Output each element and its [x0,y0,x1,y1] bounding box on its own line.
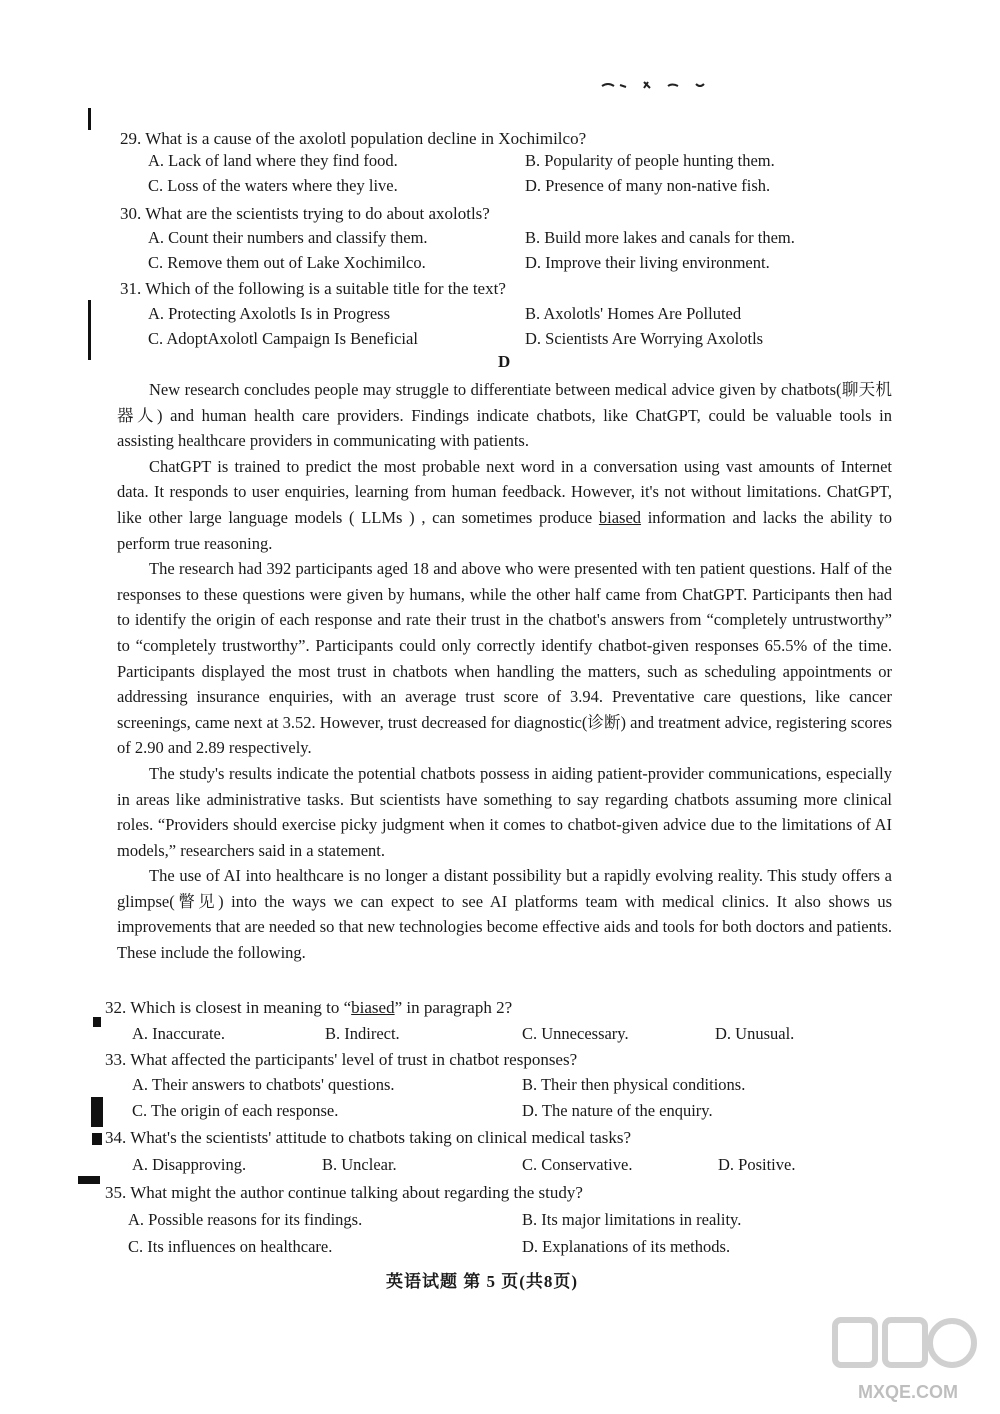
question-35-stem: 35. What might the author continue talking about regarding the study? [105,1183,583,1202]
underlined-word: biased [598,507,642,527]
watermark-text: MXQE.COM [858,1382,959,1402]
question-29-option-a: A. Lack of land where they find food. [148,151,398,170]
question-34-option-d: D. Positive. [718,1155,796,1174]
question-35-option-b: B. Its major limitations in reality. [522,1210,742,1229]
question-32-option-a: A. Inaccurate. [132,1024,225,1043]
question-33-option-a: A. Their answers to chatbots' questions. [132,1075,395,1094]
question-31-option-c: C. AdoptAxolotl Campaign Is Beneficial [148,329,418,348]
passage-paragraph-1: New research concludes people may struggle to differentiate between medical advice given by chatbots(聊天机器人) and human health care providers. Findings indicate chatbots, like ChatGPT, could be valuable tools in assisting healthcare providers in communicating with patients. [117,380,892,451]
margin-mark [92,1133,102,1145]
question-34-option-b: B. Unclear. [322,1155,397,1174]
scribble-mark [600,78,710,92]
margin-mark [93,1017,101,1027]
question-33-option-d: D. The nature of the enquiry. [522,1101,713,1120]
reading-passage [117,377,892,966]
page-footer: 英语试题 第 5 页(共8页) [386,1272,579,1291]
question-33-option-b: B. Their then physical conditions. [522,1075,746,1094]
margin-mark [88,300,91,360]
passage-paragraph-4: The study's results indicate the potential chatbots possess in aiding patient-provider communications, especially in areas like administrative tasks. But scientists have something to say regarding chatbots assuming more clinical roles. “Providers should exercise picky judgment when it comes to chatbot-given advice due to the limitations of AI models,” researchers said in a statement. [117,763,892,860]
question-29-option-d: D. Presence of many non-native fish. [525,176,771,195]
question-29-option-c: C. Loss of the waters where they live. [148,176,398,195]
passage-paragraph-3: The research had 392 participants aged 18 and above who were presented with ten patient questions. Half of the responses to these questions were given by humans, while the other half came from ChatGPT. Participants then had to identify the origin of each response and rate their trust in the chatbot's answers from “completely untrustworthy” to “completely trustworthy”. Participants could only correctly identify chatbot-given responses 65.5% of the time. Participants displayed the most trust in chatbots when handling the matters, such as scheduling appointments or addressing insurance enquiries, with an average trust score of 3.94. Preventative care questions, like cancer screenings, came next at 3.52. However, trust decreased for diagnostic(诊断) and treatment advice, registering scores of 2.90 and 2.89 respectively. [117,559,892,758]
margin-mark [91,1097,103,1127]
question-33-option-c: C. The origin of each response. [132,1101,339,1120]
margin-mark [88,108,91,130]
section-title: D [498,352,511,371]
question-30-option-c: C. Remove them out of Lake Xochimilco. [148,253,426,272]
question-31-stem: 31. Which of the following is a suitable title for the text? [120,279,506,298]
question-30-stem: 30. What are the scientists trying to do about axolotls? [120,204,490,223]
margin-mark [78,1176,100,1184]
passage-paragraph-2: ChatGPT is trained to predict the most probable next word in a conversation using vast amounts of Internet data. It responds to user enquiries, learning from human feedback. However, it's not without limitations. ChatGPT, like other large language models ( LLMs ) , can sometimes produce biased information and lacks the ability to perform true reasoning. [117,456,892,553]
question-32-option-b: B. Indirect. [325,1024,400,1043]
question-35-option-d: D. Explanations of its methods. [522,1237,731,1256]
question-31-option-b: B. Axolotls' Homes Are Polluted [525,304,742,323]
question-29-stem: 29. What is a cause of the axolotl population decline in Xochimilco? [120,129,587,148]
question-34-option-c: C. Conservative. [522,1155,633,1174]
question-29-option-b: B. Popularity of people hunting them. [525,151,775,170]
passage-paragraph-5: The use of AI into healthcare is no longer a distant possibility but a rapidly evolving reality. This study offers a glimpse(瞥见) into the ways we can expect to see AI platforms team with medical clinics. It also shows us improvements that are needed so that new technologies become effective aids and tools for both doctors and patients. These include the following. [117,866,892,963]
question-30-option-d: D. Improve their living environment. [525,253,770,272]
question-31-option-d: D. Scientists Are Worrying Axolotls [525,329,764,348]
question-30-option-a: A. Count their numbers and classify them. [148,228,428,247]
question-31-option-a: A. Protecting Axolotls Is in Progress [148,304,390,323]
question-32-option-d: D. Unusual. [715,1024,795,1043]
question-30-option-b: B. Build more lakes and canals for them. [525,228,795,247]
question-32-option-c: C. Unnecessary. [522,1024,629,1043]
question-32-stem: 32. Which is closest in meaning to “biased” in paragraph 2? [105,998,513,1017]
question-34-stem: 34. What's the scientists' attitude to chatbots taking on clinical medical tasks? [105,1128,632,1147]
question-34-option-a: A. Disapproving. [132,1155,247,1174]
question-35-option-c: C. Its influences on healthcare. [128,1237,333,1256]
question-35-option-a: A. Possible reasons for its findings. [128,1210,363,1229]
question-33-stem: 33. What affected the participants' level of trust in chatbot responses? [105,1050,578,1069]
